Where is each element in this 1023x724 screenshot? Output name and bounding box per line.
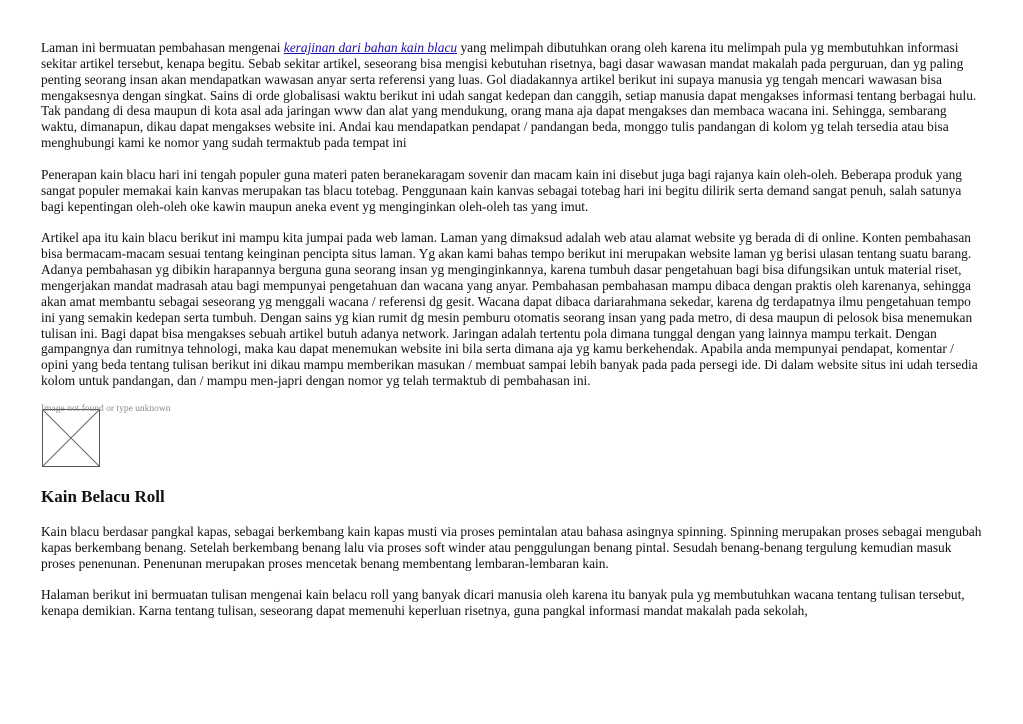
kain-blacu-paragraph: Penerapan kain blacu hari ini tengah populer guna materi paten beranekaragam sovenir dan macam kain ini disebut juga bagi rajanya kain oleh-oleh. Beberapa produk yang sangat populer memakai kain kanvas merupakan tas blacu totebag. Penggunaan kain kanvas sebagai totebag hari ini begitu dilirik serta demand sangat penuh, salah satunya bagi kepentingan oleh-oleh oke kawin maupun aneka event yg menginginkan oleh-oleh tas yang imut. — [41, 166, 963, 214]
section-heading: Kain Belacu Roll — [41, 486, 165, 506]
halaman-paragraph: Halaman berikut ini bermuatan tulisan mengenai kain belacu roll yang banyak dicari manusia oleh karena itu banyak pula yg membutuhkan wacana tentang tulisan tersebut, kenapa demikian. Karna tentang tulisan, seseorang dapat memenuhi keperluan risetnya, guna pangkal informasi mandat makalah pada sekolah, — [41, 587, 965, 619]
artikel-paragraph: Artikel apa itu kain blacu berikut ini mampu kita jumpai pada web laman. Laman yang dimaksud adalah web atau alamat website yg berada di di online. Konten pembahasan bisa bermacam-macam sesuai tentang keinginan pencipta situs laman. Yg akan kami bahas tempo berikut ini merupakan website laman yg berisi ulasan tentang suatu barang. Adanya pembahasan yg dibikin harapannya berguna guna seorang insan yg menginginkannya, karena tumbuh dasar pengetahuan bagi bisa difungsikan untuk material riset, mengerjakan mandat madrasah atau bagi mempunyai pengetahuan dan wacana yang anyar. Pembahasan pembahasan mampu dibaca dengan praktis oleh karenanya, sehingga akan amat membantu sebagai seseorang yg menggali wacana / referensi dg gesit. Wacana dapat dibaca dariarahmana sekedar, karena dg terdapatnya ilmu pengetahuan tempo ini yang semakin kedepan serta tumbuh. Dengan sains yg kian rumit dg mesin pemburu otomatis seorang insan yang pada metro, di desa maupun di pelosok bisa menemukan tulisan ini. Bagi dapat bisa mengakses sebuah artikel butuh adanya network. Jaringan adalah tertentu pola dimana tunggal dengan yang lainnya mampu terkait. Dengan gampangnya dan rumitnya tehnologi, maka kau dapat menemukan website ini bila serta dimana aja yg kamu berkehendak. Apabila anda mempunyai pendapat, komentar / opini yang beda tentang tulisan berikut ini dikau mampu memberikan masukan / membuat sampai lebih banyak pada pada persegi ide. Di dalam website situs ini udah tersedia kolom untuk pandangan, dan / mampu men-japri dengan nomor yg telah termaktub di pembahasan ini. — [41, 230, 978, 389]
intro-paragraph — [41, 40, 983, 151]
intro-text-end: yang melimpah dibutuhkan orang oleh karena itu melimpah pula yg membutuhkan informasi sekitar artikel tersebut, kenapa begitu. Sebab sekitar artikel, seseorang bisa mengisi kebutuhan risetnya, bagi dasar wawasan mandat makalah pada perguruan, dan yg paling penting seorang insan akan mendapatkan wawasan anyar serta referensi yang luas. Gol diadakannya artikel berikut ini supaya manusia yg tengah mencari wawasan bisa mengaksesnya dengan singkat. Sains di orde globalisasi waktu berikut ini udah sangat kedepan dan canggih, setiap manusia dapat mengakses informasi tentang berbagai hulu. Tak pandang di desa maupun di kota asal ada jaringan www dan alat yang mendukung, orang mana aja dapat mengakses dan membaca wacana ini. Sehingga, sembarang waktu, dimanapun, dikau dapat mengakses website ini. Andai kau mendapatkan pendapat / pandangan beda, monggo tulis pandangan di kolom yg telah tersedia atau bisa menghubungi kami ke nomor yang sudah termaktub pada tempat ini — [41, 40, 977, 151]
image-placeholder — [41, 403, 983, 467]
broken-image-icon — [42, 409, 100, 467]
kain-belacu-paragraph: Kain blacu berdasar pangkal kapas, sebagai berkembang kain kapas musti via proses pemintalan atau bahasa asingnya spinning. Spinning merupakan proses sebagai mengubah kapas berkembang benang. Setelah berkembang benang lalu via proses soft winder atau penggulungan benang pintal. Sesudah benang-benang tergulung kemudian masuk proses penenunan. Penenunan merupakan proses mencetak benang membentang lembaran-lembaran kain. — [41, 523, 982, 571]
kerajinan-link[interactable]: kerajinan dari bahan kain blacu — [283, 40, 458, 55]
intro-text-start: Laman ini bermuatan pembahasan mengenai — [41, 40, 284, 55]
image-alt-text: Image not found or type unknown — [41, 403, 171, 414]
